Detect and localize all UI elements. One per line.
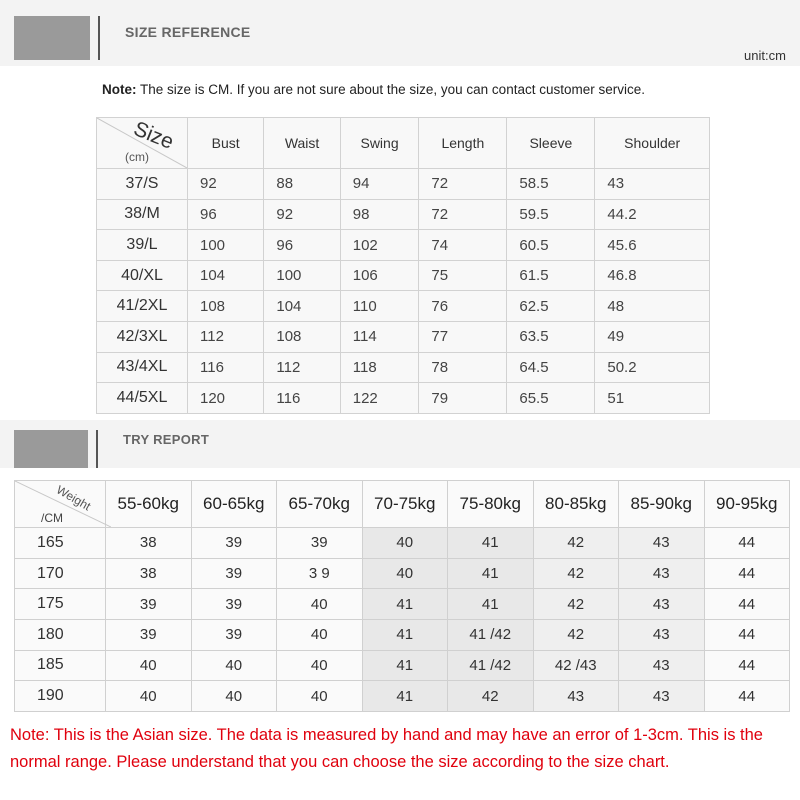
size-table-row	[97, 352, 710, 383]
size-header-waist: Waist	[264, 118, 340, 169]
size-cell: 122	[340, 383, 419, 414]
try-cell: 41	[362, 619, 448, 650]
try-cell: 40	[106, 681, 192, 712]
size-note	[102, 82, 645, 97]
size-header-length: Length	[419, 118, 507, 169]
size-cell: 100	[264, 260, 340, 291]
size-cell: 88	[264, 169, 340, 200]
try-cell: 41	[362, 650, 448, 681]
try-row-height: 165	[15, 528, 106, 559]
try-cell: 39	[191, 528, 277, 559]
try-cell: 41	[448, 558, 534, 589]
size-reference-title: SIZE REFERENCE	[125, 24, 251, 40]
size-cell: 51	[595, 383, 710, 414]
try-cell: 40	[362, 558, 448, 589]
try-cell: 43	[619, 589, 705, 620]
try-cell: 42	[448, 681, 534, 712]
try-cell: 41	[362, 589, 448, 620]
size-cell: 46.8	[595, 260, 710, 291]
try-corner-cell	[15, 481, 106, 528]
try-table-row	[15, 681, 790, 712]
try-header-75-80: 75-80kg	[448, 481, 534, 528]
try-cell: 41	[448, 528, 534, 559]
try-cell: 43	[619, 681, 705, 712]
size-cell: 76	[419, 291, 507, 322]
try-cell: 39	[106, 589, 192, 620]
size-cell: 92	[264, 199, 340, 230]
size-cell: 108	[188, 291, 264, 322]
size-cell: 62.5	[507, 291, 595, 322]
size-cell: 112	[188, 322, 264, 353]
size-cell: 58.5	[507, 169, 595, 200]
unit-label: unit:cm	[744, 48, 786, 63]
try-cell: 41 /42	[448, 619, 534, 650]
size-cell: 108	[264, 322, 340, 353]
size-cell: 75	[419, 260, 507, 291]
try-cell: 3 9	[277, 558, 363, 589]
size-reference-header-band	[0, 0, 800, 66]
size-cell: 60.5	[507, 230, 595, 261]
try-cell: 41	[448, 589, 534, 620]
try-header-90-95: 90-95kg	[704, 481, 790, 528]
size-note-label: Note:	[102, 82, 137, 97]
size-corner-sub: (cm)	[125, 150, 149, 164]
try-cell: 42	[533, 528, 619, 559]
size-row-label: 43/4XL	[97, 352, 188, 383]
try-cell: 40	[191, 681, 277, 712]
size-row-label: 44/5XL	[97, 383, 188, 414]
try-cell: 42 /43	[533, 650, 619, 681]
try-header-65-70: 65-70kg	[277, 481, 363, 528]
try-corner-main: Weight	[53, 482, 94, 514]
size-cell: 61.5	[507, 260, 595, 291]
size-row-label: 40/XL	[97, 260, 188, 291]
try-cell: 39	[191, 558, 277, 589]
try-header-55-60: 55-60kg	[106, 481, 192, 528]
try-table-row	[15, 528, 790, 559]
size-row-label: 39/L	[97, 230, 188, 261]
try-header-80-85: 80-85kg	[533, 481, 619, 528]
size-cell: 118	[340, 352, 419, 383]
try-cell: 44	[704, 650, 790, 681]
size-corner-main: Size	[130, 117, 177, 154]
try-header-70-75: 70-75kg	[362, 481, 448, 528]
try-table-header-row	[15, 481, 790, 528]
try-row-height: 170	[15, 558, 106, 589]
size-cell: 120	[188, 383, 264, 414]
size-table-row	[97, 230, 710, 261]
size-cell: 98	[340, 199, 419, 230]
size-header-sleeve: Sleeve	[507, 118, 595, 169]
size-table-row	[97, 291, 710, 322]
try-corner-sub: /CM	[41, 511, 63, 525]
size-header-swing: Swing	[340, 118, 419, 169]
size-cell: 74	[419, 230, 507, 261]
size-table-row	[97, 199, 710, 230]
size-row-label: 42/3XL	[97, 322, 188, 353]
size-cell: 64.5	[507, 352, 595, 383]
try-cell: 43	[619, 619, 705, 650]
try-header-85-90: 85-90kg	[619, 481, 705, 528]
try-cell: 43	[619, 528, 705, 559]
size-table-header-row	[97, 118, 710, 169]
try-cell: 41 /42	[448, 650, 534, 681]
size-cell: 43	[595, 169, 710, 200]
try-cell: 44	[704, 681, 790, 712]
try-cell: 39	[191, 589, 277, 620]
size-cell: 49	[595, 322, 710, 353]
size-cell: 100	[188, 230, 264, 261]
size-header-shoulder: Shoulder	[595, 118, 710, 169]
size-cell: 65.5	[507, 383, 595, 414]
try-report-title: TRY REPORT	[123, 432, 210, 447]
try-cell: 40	[277, 619, 363, 650]
try-cell: 42	[533, 619, 619, 650]
size-cell: 96	[264, 230, 340, 261]
try-cell: 40	[277, 681, 363, 712]
size-cell: 79	[419, 383, 507, 414]
try-cell: 43	[533, 681, 619, 712]
try-row-height: 180	[15, 619, 106, 650]
size-cell: 106	[340, 260, 419, 291]
size-table-row	[97, 383, 710, 414]
size-cell: 50.2	[595, 352, 710, 383]
size-cell: 63.5	[507, 322, 595, 353]
try-cell: 40	[191, 650, 277, 681]
try-cell: 39	[106, 619, 192, 650]
try-cell: 44	[704, 589, 790, 620]
try-cell: 38	[106, 558, 192, 589]
size-cell: 92	[188, 169, 264, 200]
try-table-row	[15, 619, 790, 650]
size-table-row	[97, 322, 710, 353]
try-cell: 40	[277, 650, 363, 681]
try-cell: 40	[106, 650, 192, 681]
size-row-label: 38/M	[97, 199, 188, 230]
try-row-height: 185	[15, 650, 106, 681]
size-cell: 116	[264, 383, 340, 414]
size-cell: 72	[419, 199, 507, 230]
size-header-bust: Bust	[188, 118, 264, 169]
try-cell: 39	[277, 528, 363, 559]
try-cell: 39	[191, 619, 277, 650]
try-report-table	[14, 480, 790, 712]
try-report-header-band	[0, 420, 800, 468]
size-cell: 96	[188, 199, 264, 230]
try-cell: 41	[362, 681, 448, 712]
asian-size-note: Note: This is the Asian size. The data is measured by hand and may have an error of 1-3cm. This is the normal range. Please understand that you can choose the size according to the size chart.	[10, 726, 763, 771]
try-row-height: 190	[15, 681, 106, 712]
size-cell: 104	[264, 291, 340, 322]
try-header-60-65: 60-65kg	[191, 481, 277, 528]
try-cell: 42	[533, 558, 619, 589]
size-reference-marker	[14, 16, 90, 60]
try-cell: 40	[277, 589, 363, 620]
try-cell: 44	[704, 558, 790, 589]
try-cell: 43	[619, 650, 705, 681]
try-cell: 42	[533, 589, 619, 620]
try-cell: 43	[619, 558, 705, 589]
try-report-marker	[14, 430, 88, 468]
size-row-label: 37/S	[97, 169, 188, 200]
try-cell: 44	[704, 619, 790, 650]
size-table-row	[97, 169, 710, 200]
size-cell: 77	[419, 322, 507, 353]
size-cell: 104	[188, 260, 264, 291]
size-cell: 78	[419, 352, 507, 383]
size-cell: 59.5	[507, 199, 595, 230]
size-cell: 102	[340, 230, 419, 261]
try-cell: 38	[106, 528, 192, 559]
try-report-divider	[96, 430, 98, 468]
size-cell: 48	[595, 291, 710, 322]
size-note-text: The size is CM. If you are not sure about the size, you can contact customer service.	[136, 82, 645, 97]
size-cell: 114	[340, 322, 419, 353]
size-reference-divider	[98, 16, 100, 60]
try-cell: 40	[362, 528, 448, 559]
try-row-height: 175	[15, 589, 106, 620]
size-cell: 44.2	[595, 199, 710, 230]
try-cell: 44	[704, 528, 790, 559]
size-table-row	[97, 260, 710, 291]
size-cell: 94	[340, 169, 419, 200]
size-row-label: 41/2XL	[97, 291, 188, 322]
try-table-row	[15, 650, 790, 681]
size-cell: 72	[419, 169, 507, 200]
size-cell: 110	[340, 291, 419, 322]
try-table-row	[15, 589, 790, 620]
try-table-row	[15, 558, 790, 589]
size-corner-cell	[97, 118, 188, 169]
size-cell: 45.6	[595, 230, 710, 261]
size-cell: 116	[188, 352, 264, 383]
size-table	[96, 117, 710, 414]
size-cell: 112	[264, 352, 340, 383]
